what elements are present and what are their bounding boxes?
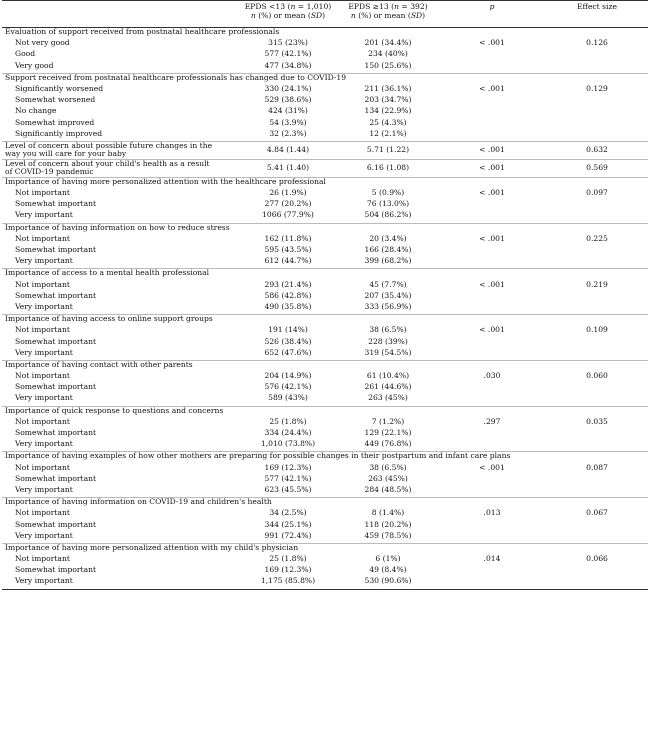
cell-effect-size xyxy=(546,62,648,74)
table-row xyxy=(2,326,648,337)
section-header-row xyxy=(2,498,648,510)
cell-effect-size xyxy=(546,119,648,130)
table-row xyxy=(2,383,648,394)
row-label: Significantly improved xyxy=(15,128,103,138)
cell-epds-high: 530 (90.6%) xyxy=(338,577,438,589)
section-title: Importance of having more personalized attention with the healthcare professional xyxy=(2,177,648,189)
table-row xyxy=(2,119,648,130)
cell-effect-size xyxy=(546,338,648,349)
cell-effect-size xyxy=(546,440,648,452)
section-title: Support received from postnatal healthcare professionals has changed due to COVID-19 xyxy=(2,73,648,85)
cell-epds-low: 652 (47.6%) xyxy=(264,347,312,357)
cell-p-value xyxy=(438,338,546,349)
cell-epds-high: 6 (1%) xyxy=(375,554,401,564)
row-label: Not important xyxy=(15,279,70,289)
cell-p-value xyxy=(438,257,546,269)
cell-epds-high: 263 (45%) xyxy=(368,473,408,483)
cell-epds-low: 1,010 (73.8%) xyxy=(260,439,316,449)
row-label: Not important xyxy=(15,508,70,518)
cell-epds-high: 49 (8.4%) xyxy=(369,565,407,575)
section-title: Importance of having access to online support groups xyxy=(2,315,238,327)
cell-epds-low: 577 (42.1%) xyxy=(264,49,312,59)
row-label: Somewhat important xyxy=(15,565,97,575)
cell-epds-low: 334 (24.4%) xyxy=(264,428,312,437)
row-label: Very important xyxy=(15,301,73,311)
cell-epds-high: 333 (56.9%) xyxy=(364,301,412,311)
cell-p-value: < .001 xyxy=(479,325,505,335)
table-row xyxy=(2,464,648,475)
cell-epds-low: 169 (12.3%) xyxy=(264,565,312,575)
cell-effect-size: 0.126 xyxy=(586,38,608,48)
row-label: Very important xyxy=(15,393,73,403)
cell-epds-low: 315 (23%) xyxy=(268,38,308,48)
cell-p-value xyxy=(438,107,546,118)
cell-p-value: .030 xyxy=(483,371,501,381)
cell-epds-high: 211 (36.1%) xyxy=(364,83,412,93)
cell-epds-high: 166 (28.4%) xyxy=(364,245,412,254)
section-header-row xyxy=(2,406,648,418)
row-label: Somewhat important xyxy=(15,382,97,392)
row-label: Not important xyxy=(15,188,70,198)
cell-epds-high: 6.16 (1.08) xyxy=(338,159,438,177)
cell-p-value xyxy=(438,119,546,130)
cell-p-value xyxy=(438,303,546,315)
table-row xyxy=(2,418,648,429)
cell-epds-high: 7 (1.2%) xyxy=(371,416,405,426)
table-row xyxy=(2,50,648,61)
row-label: Very important xyxy=(15,210,73,220)
row-label: Very important xyxy=(15,256,73,266)
table-row xyxy=(2,189,648,200)
cell-effect-size: 0.035 xyxy=(586,416,608,426)
cell-epds-high: 203 (34.7%) xyxy=(364,95,412,105)
cell-effect-size xyxy=(546,383,648,394)
cell-epds-high: 504 (86.2%) xyxy=(364,210,412,220)
header-epds-low-group: EPDS <13 (n = 1,010) xyxy=(244,2,332,11)
table-row xyxy=(2,130,648,142)
row-label: Very good xyxy=(15,60,54,70)
cell-epds-low: 32 (2.3%) xyxy=(269,128,307,138)
cell-p-value: < .001 xyxy=(479,233,505,243)
cell-epds-high: 20 (3.4%) xyxy=(369,233,407,243)
row-label: Not important xyxy=(15,416,70,426)
cell-effect-size xyxy=(546,211,648,223)
table-row xyxy=(2,372,648,383)
table-row xyxy=(2,429,648,440)
cell-p-value: < .001 xyxy=(438,141,546,159)
cell-p-value xyxy=(438,130,546,142)
section-title: Importance of access to a mental health professional xyxy=(2,269,648,281)
cell-p-value xyxy=(438,440,546,452)
table-header-row xyxy=(2,1,648,28)
cell-epds-low: 477 (34.8%) xyxy=(264,60,312,70)
cell-epds-low: 191 (14%) xyxy=(268,325,308,335)
header-variable xyxy=(2,1,238,28)
cell-effect-size: 0.219 xyxy=(586,279,608,289)
cell-epds-low: 623 (45.5%) xyxy=(264,484,312,494)
cell-epds-low: 589 (43%) xyxy=(268,393,308,403)
cell-effect-size xyxy=(546,521,648,532)
cell-epds-high: 76 (13.0%) xyxy=(366,199,410,209)
table-row xyxy=(2,440,648,452)
section-title: Importance of having more personalized attention with my child's physician xyxy=(2,543,648,555)
section-header-row xyxy=(2,159,648,177)
cell-effect-size: 0.066 xyxy=(586,554,608,564)
cell-epds-low: 330 (24.1%) xyxy=(264,83,312,93)
section-title: Importance of having contact with other parents xyxy=(2,360,648,372)
cell-epds-high: 459 (78.5%) xyxy=(364,530,412,540)
cell-p-value: < .001 xyxy=(479,83,505,93)
table-row xyxy=(2,257,648,269)
cell-epds-low: 586 (42.8%) xyxy=(264,290,312,300)
cell-epds-high: 201 (34.4%) xyxy=(364,38,412,48)
table-row xyxy=(2,532,648,544)
cell-epds-low: 277 (20.2%) xyxy=(264,199,312,209)
cell-epds-high: 150 (25.6%) xyxy=(364,60,412,70)
cell-p-value xyxy=(438,394,546,406)
results-table xyxy=(2,0,648,590)
table-row xyxy=(2,303,648,315)
table-row xyxy=(2,486,648,498)
cell-epds-high: 8 (1.4%) xyxy=(371,508,405,518)
table-row xyxy=(2,349,648,361)
cell-epds-high: 25 (4.3%) xyxy=(369,117,407,127)
cell-epds-low: 526 (38.4%) xyxy=(264,336,312,346)
cell-epds-high: 319 (54.5%) xyxy=(364,347,412,357)
row-label: Somewhat important xyxy=(15,473,97,483)
cell-epds-low: 162 (11.8%) xyxy=(264,233,312,243)
cell-effect-size: 0.087 xyxy=(586,462,608,472)
cell-effect-size: 0.225 xyxy=(586,233,608,243)
header-epds-low xyxy=(238,1,338,28)
table-row xyxy=(2,509,648,520)
cell-epds-low: 26 (1.9%) xyxy=(269,188,307,198)
cell-p-value xyxy=(438,96,546,107)
cell-effect-size xyxy=(546,130,648,142)
table-body xyxy=(2,28,648,590)
table-row xyxy=(2,96,648,107)
row-label: Not important xyxy=(15,325,70,335)
row-label: Somewhat important xyxy=(15,245,97,254)
section-header-row xyxy=(2,269,648,281)
cell-p-value xyxy=(438,292,546,303)
cell-epds-high: 234 (40%) xyxy=(368,49,408,59)
cell-epds-low: 54 (3.9%) xyxy=(269,117,307,127)
results-table-container xyxy=(2,0,648,590)
cell-effect-size xyxy=(546,394,648,406)
cell-epds-high: 45 (7.7%) xyxy=(369,279,407,289)
cell-epds-low: 529 (38.6%) xyxy=(264,95,312,105)
cell-effect-size xyxy=(546,429,648,440)
cell-epds-high: 38 (6.5%) xyxy=(369,325,407,335)
row-label: Somewhat improved xyxy=(15,117,95,127)
cell-epds-low: 424 (31%) xyxy=(268,106,308,116)
header-epds-high-stat: n (%) or mean (SD) xyxy=(350,10,426,20)
section-header-row xyxy=(2,141,648,159)
section-header-row xyxy=(2,177,648,189)
section-header-row xyxy=(2,223,648,235)
row-label: Somewhat worsened xyxy=(15,95,96,105)
row-label: Very important xyxy=(2,577,238,589)
table-row xyxy=(2,211,648,223)
cell-epds-low: 1066 (77.9%) xyxy=(262,210,314,220)
row-label: Very important xyxy=(15,439,73,449)
table-row xyxy=(2,200,648,211)
cell-epds-high: 284 (48.5%) xyxy=(364,484,412,494)
cell-p-value xyxy=(438,211,546,223)
section-title: Importance of having information on how to reduce stress xyxy=(2,223,648,235)
cell-effect-size xyxy=(546,566,648,577)
cell-p-value xyxy=(438,349,546,361)
table-row xyxy=(2,394,648,406)
cell-effect-size xyxy=(546,577,648,589)
cell-p-value: .013 xyxy=(483,508,501,518)
row-label: Somewhat important xyxy=(15,519,97,529)
cell-epds-high: 134 (22.9%) xyxy=(364,106,412,116)
section-header-row xyxy=(2,452,648,464)
row-label: Very important xyxy=(15,530,73,540)
cell-epds-low: 991 (72.4%) xyxy=(264,530,312,540)
cell-p-value xyxy=(438,50,546,61)
cell-p-value xyxy=(438,383,546,394)
row-label: Somewhat important xyxy=(15,428,97,437)
row-label: Somewhat important xyxy=(15,290,97,300)
table-row xyxy=(2,246,648,257)
cell-effect-size: 0.097 xyxy=(586,188,608,198)
header-p-value: p xyxy=(438,1,546,28)
cell-effect-size: 0.067 xyxy=(586,508,608,518)
cell-epds-high: 263 (45%) xyxy=(368,393,408,403)
table-row xyxy=(2,281,648,292)
cell-effect-size: 0.060 xyxy=(586,371,608,381)
cell-p-value: < .001 xyxy=(479,462,505,472)
cell-epds-high: 261 (44.6%) xyxy=(364,382,412,392)
row-label: Not important xyxy=(15,554,70,564)
cell-p-value xyxy=(438,577,546,589)
cell-p-value: .014 xyxy=(483,554,501,564)
cell-epds-high: 61 (10.4%) xyxy=(366,371,410,381)
cell-p-value xyxy=(438,246,546,257)
row-label: No change xyxy=(15,106,57,116)
table-row xyxy=(2,555,648,566)
table-row xyxy=(2,338,648,349)
cell-p-value: < .001 xyxy=(479,279,505,289)
section-title: Importance of having examples of how other mothers are preparing for possible changes in their postpartum and infant care plans xyxy=(2,452,648,464)
cell-epds-low: 344 (25.1%) xyxy=(264,519,312,529)
row-label: Not important xyxy=(15,462,70,472)
cell-effect-size: 0.109 xyxy=(586,325,608,335)
table-row xyxy=(2,235,648,246)
cell-p-value xyxy=(438,200,546,211)
cell-p-value xyxy=(438,532,546,544)
cell-effect-size xyxy=(546,532,648,544)
header-effect-size: Effect size xyxy=(546,1,648,28)
section-title: Importance of having information on COVID-19 and children's health xyxy=(2,498,648,510)
cell-epds-high: 228 (39%) xyxy=(368,336,408,346)
cell-epds-low: 4.84 (1.44) xyxy=(238,141,338,159)
cell-p-value xyxy=(438,566,546,577)
section-title: Level of concern about possible future changes in the way you will care for your baby xyxy=(2,141,238,159)
cell-p-value: .297 xyxy=(483,416,501,426)
cell-effect-size xyxy=(546,96,648,107)
cell-epds-high: 449 (76.8%) xyxy=(364,439,412,449)
cell-effect-size xyxy=(546,486,648,498)
section-title: Importance of quick response to questions and concerns xyxy=(2,406,648,418)
cell-p-value xyxy=(438,486,546,498)
cell-effect-size xyxy=(546,349,648,361)
cell-p-value: < .001 xyxy=(479,38,505,48)
table-row xyxy=(2,566,648,577)
cell-p-value xyxy=(438,62,546,74)
cell-epds-high: 129 (22.1%) xyxy=(364,428,412,437)
cell-p-value: < .001 xyxy=(479,188,505,198)
cell-epds-high: 12 (2.1%) xyxy=(369,128,407,138)
cell-epds-low: 576 (42.1%) xyxy=(264,382,312,392)
table-row xyxy=(2,85,648,96)
cell-effect-size: 0.129 xyxy=(586,83,608,93)
cell-epds-low: 490 (35.8%) xyxy=(264,301,312,311)
section-header-row xyxy=(2,360,648,372)
cell-epds-low: 169 (12.3%) xyxy=(264,462,312,472)
row-label: Very important xyxy=(15,484,73,494)
row-label: Good xyxy=(15,49,36,59)
cell-p-value xyxy=(438,475,546,486)
cell-epds-low: 25 (1.8%) xyxy=(269,416,307,426)
table-row xyxy=(2,107,648,118)
cell-epds-high: 118 (20.2%) xyxy=(364,519,412,529)
section-title: Level of concern about your child's health as a result of COVID-19 pandemic xyxy=(2,159,238,177)
cell-effect-size xyxy=(546,246,648,257)
cell-effect-size xyxy=(546,200,648,211)
cell-effect-size xyxy=(546,475,648,486)
cell-epds-low: 34 (2.5%) xyxy=(269,508,307,518)
table-row xyxy=(2,39,648,50)
cell-effect-size xyxy=(546,292,648,303)
section-header-row xyxy=(2,543,648,555)
cell-effect-size xyxy=(546,257,648,269)
cell-epds-high: 5.71 (1.22) xyxy=(338,141,438,159)
cell-epds-low: 25 (1.8%) xyxy=(269,554,307,564)
cell-epds-low: 612 (44.7%) xyxy=(264,256,312,266)
table-row xyxy=(2,292,648,303)
row-label: Somewhat important xyxy=(15,336,97,346)
cell-p-value xyxy=(438,429,546,440)
cell-p-value xyxy=(438,521,546,532)
table-row xyxy=(2,475,648,486)
cell-epds-high: 38 (6.5%) xyxy=(369,462,407,472)
row-label: Significantly worsened xyxy=(15,83,104,93)
table-row xyxy=(2,521,648,532)
cell-epds-high: 207 (35.4%) xyxy=(364,290,412,300)
header-epds-high xyxy=(338,1,438,28)
cell-effect-size: 0.632 xyxy=(546,141,648,159)
cell-effect-size: 0.569 xyxy=(546,159,648,177)
cell-effect-size xyxy=(546,107,648,118)
cell-epds-high: 5 (0.9%) xyxy=(371,188,405,198)
cell-epds-low: 293 (21.4%) xyxy=(264,279,312,289)
row-label: Very important xyxy=(15,347,73,357)
cell-epds-low: 577 (42.1%) xyxy=(264,473,312,483)
header-epds-low-stat: n (%) or mean (SD) xyxy=(250,10,326,20)
header-epds-high-group: EPDS ≥13 (n = 392) xyxy=(348,2,428,11)
table-row xyxy=(2,577,648,589)
table-row xyxy=(2,62,648,74)
row-label: Not very good xyxy=(15,38,70,48)
cell-epds-low: 204 (14.9%) xyxy=(264,371,312,381)
cell-epds-low: 5.41 (1.40) xyxy=(238,159,338,177)
section-header-row xyxy=(2,315,648,327)
row-label: Somewhat important xyxy=(15,199,97,209)
cell-epds-low: 595 (43.5%) xyxy=(264,245,312,254)
cell-effect-size xyxy=(546,303,648,315)
cell-epds-high: 399 (68.2%) xyxy=(364,256,412,266)
row-label: Not important xyxy=(15,371,70,381)
cell-effect-size xyxy=(546,50,648,61)
row-label: Not important xyxy=(15,233,70,243)
cell-epds-low: 1,175 (85.8%) xyxy=(238,577,338,589)
section-header-row xyxy=(2,28,648,40)
cell-p-value: < .001 xyxy=(438,159,546,177)
section-title: Evaluation of support received from postnatal healthcare professionals xyxy=(5,27,280,36)
